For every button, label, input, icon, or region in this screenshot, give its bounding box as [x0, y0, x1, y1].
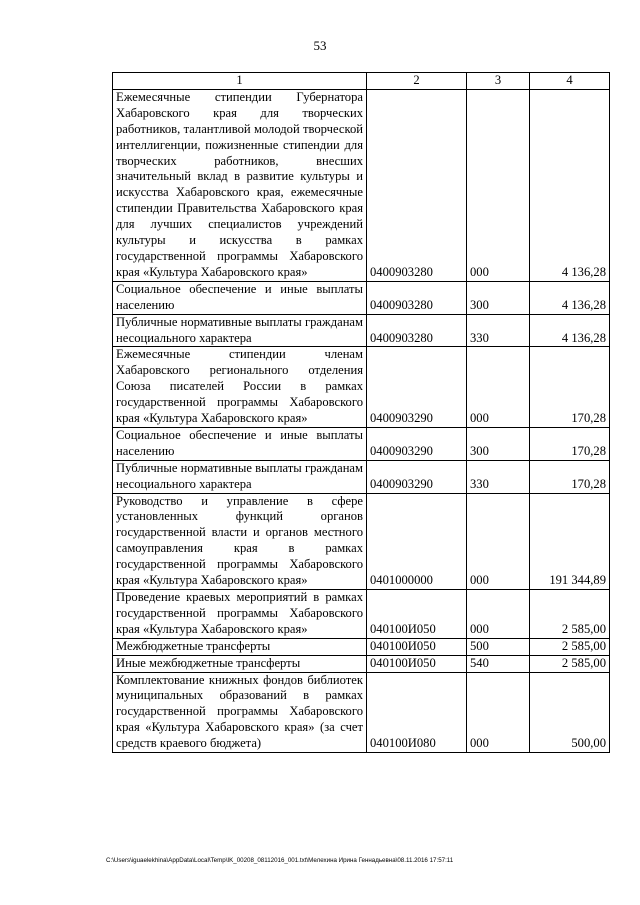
row-code: 040100И050 — [367, 638, 467, 655]
row-name: Иные межбюджетные трансферты — [113, 655, 367, 672]
row-sum: 170,28 — [530, 347, 610, 428]
table-row — [113, 427, 610, 460]
header-col-3: 3 — [467, 73, 530, 90]
row-name: Ежемесячные стипендии Губернатора Хабаровского края для творческих работников, талантливой молодой творческой интеллигенции, пожизненные стипендии для творческих работников, внесших значительный вклад в развитие культуры и искусства Хабаровского края, ежемесячные стипендии Правительства Хабаровского края для лучших специалистов учреждений культуры и искусства в рамках государственной программы Хабаровского края «Культура Хабаровского края» — [113, 89, 367, 281]
row-sum: 191 344,89 — [530, 493, 610, 589]
row-sum: 170,28 — [530, 427, 610, 460]
row-code: 040100И050 — [367, 590, 467, 639]
row-code: 0400903290 — [367, 347, 467, 428]
row-code: 0400903290 — [367, 427, 467, 460]
row-vr: 000 — [467, 493, 530, 589]
header-col-4: 4 — [530, 73, 610, 90]
table-row — [113, 655, 610, 672]
row-name: Комплектование книжных фондов библиотек муниципальных образований в рамках государственной программы Хабаровского края «Культура Хабаровского края» (за счет средств краевого бюджета) — [113, 672, 367, 753]
row-sum: 500,00 — [530, 672, 610, 753]
table-row — [113, 590, 610, 639]
header-col-2: 2 — [367, 73, 467, 90]
row-code: 0400903280 — [367, 89, 467, 281]
footer-file-path: C:\Users\iguaelekhina\AppData\Local\Temp\IK_00208_08112016_001.txt\Мелехина Ирина Геннадьевна\08.11.2016 17:57:11 — [106, 857, 454, 864]
row-vr: 330 — [467, 314, 530, 347]
table-row — [113, 89, 610, 281]
row-sum: 4 136,28 — [530, 314, 610, 347]
row-name: Публичные нормативные выплаты гражданам несоциального характера — [113, 314, 367, 347]
row-vr: 330 — [467, 460, 530, 493]
row-name: Ежемесячные стипендии членам Хабаровского регионального отделения Союза писателей России в рамках государственной программы Хабаровского края «Культура Хабаровского края» — [113, 347, 367, 428]
row-code: 0401000000 — [367, 493, 467, 589]
row-sum: 2 585,00 — [530, 655, 610, 672]
row-code: 0400903280 — [367, 314, 467, 347]
page-number: 53 — [313, 38, 327, 53]
table-row — [113, 281, 610, 314]
row-sum: 2 585,00 — [530, 590, 610, 639]
row-sum: 4 136,28 — [530, 89, 610, 281]
row-name: Публичные нормативные выплаты гражданам несоциального характера — [113, 460, 367, 493]
row-sum: 170,28 — [530, 460, 610, 493]
row-vr: 300 — [467, 281, 530, 314]
header-col-1: 1 — [113, 73, 367, 90]
row-name: Руководство и управление в сфере установленных функций органов государственной власти и органов местного самоуправления края в рамках государственной программы Хабаровского края «Культура Хабаровского края» — [113, 493, 367, 589]
row-code: 040100И050 — [367, 655, 467, 672]
row-code: 040100И080 — [367, 672, 467, 753]
table-row — [113, 672, 610, 753]
table-row — [113, 493, 610, 589]
table-row — [113, 638, 610, 655]
row-vr: 540 — [467, 655, 530, 672]
table-row — [113, 347, 610, 428]
row-vr: 500 — [467, 638, 530, 655]
budget-table — [112, 72, 610, 753]
row-code: 0400903290 — [367, 460, 467, 493]
row-sum: 2 585,00 — [530, 638, 610, 655]
table-row — [113, 314, 610, 347]
row-vr: 300 — [467, 427, 530, 460]
row-name: Социальное обеспечение и иные выплаты населению — [113, 427, 367, 460]
row-vr: 000 — [467, 89, 530, 281]
table-header-row — [113, 73, 610, 90]
row-vr: 000 — [467, 347, 530, 428]
row-name: Социальное обеспечение и иные выплаты населению — [113, 281, 367, 314]
table-row — [113, 460, 610, 493]
row-vr: 000 — [467, 672, 530, 753]
row-vr: 000 — [467, 590, 530, 639]
row-name: Межбюджетные трансферты — [113, 638, 367, 655]
row-name: Проведение краевых мероприятий в рамках государственной программы Хабаровского края «Культура Хабаровского края» — [113, 590, 367, 639]
row-code: 0400903280 — [367, 281, 467, 314]
row-sum: 4 136,28 — [530, 281, 610, 314]
